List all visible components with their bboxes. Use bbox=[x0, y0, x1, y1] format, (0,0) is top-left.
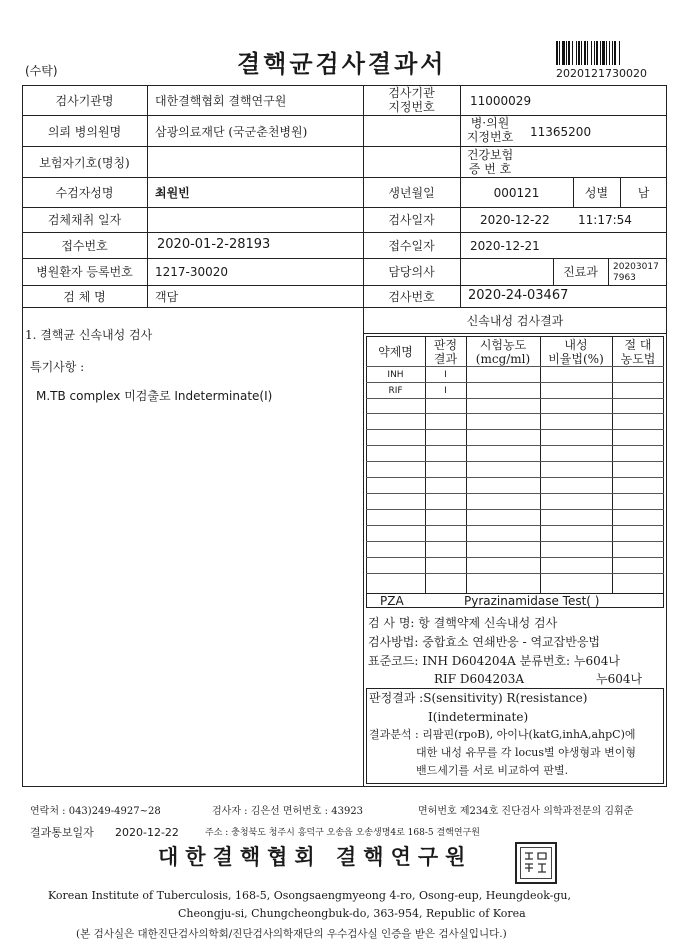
birth-label: 생년월일 bbox=[388, 186, 435, 200]
grid-row-line bbox=[366, 398, 664, 399]
result-legend-2: I(indeterminate) bbox=[428, 710, 529, 724]
row-inh-result: I bbox=[444, 370, 447, 380]
patient-name: 최원빈 bbox=[155, 186, 190, 200]
hospital-label: 의뢰 병의원명 bbox=[47, 125, 122, 139]
contact-info: 연락처 : 043)249-4927~28 bbox=[30, 806, 161, 817]
document-title: 결핵균검사결과서 bbox=[237, 49, 447, 78]
col-header-drug: 약제명 bbox=[378, 345, 413, 359]
address-en-line2: Cheongju-si, Chungcheongbuk-do, 363-954, Republic of Korea bbox=[178, 907, 526, 920]
barcode-number: 2020121730020 bbox=[556, 67, 647, 80]
grid-row-line bbox=[366, 477, 664, 478]
grid-row-line bbox=[366, 429, 664, 430]
dept-value-line1: 20203017 bbox=[613, 262, 659, 272]
col-header-absolute: 절 대 농도법 bbox=[620, 338, 656, 366]
std-code-line2: RIF D604203A bbox=[434, 672, 525, 686]
notes-label: 특기사항 : bbox=[30, 360, 85, 374]
doctor-label: 담당의사 bbox=[388, 265, 435, 279]
row-rif-result: I bbox=[444, 386, 447, 396]
col-header-result: 판정 결과 bbox=[433, 338, 458, 366]
patient-label: 수검자성명 bbox=[55, 186, 114, 200]
analysis-line3: 밴드세기를 서로 비교하여 판별. bbox=[416, 764, 569, 777]
notify-label: 결과통보일자 bbox=[30, 826, 94, 839]
test-no: 2020-24-03467 bbox=[468, 288, 569, 303]
section-title: 1. 결핵균 신속내성 검사 bbox=[25, 328, 153, 342]
result-legend-1: 판정결과 :S(sensitivity) R(resistance) bbox=[369, 691, 588, 705]
test-time: 11:17:54 bbox=[578, 213, 632, 227]
grid-row-line bbox=[366, 557, 664, 558]
birth-value: 000121 bbox=[493, 186, 540, 200]
result-text: M.TB complex 미검출로 Indeterminate(I) bbox=[36, 389, 273, 403]
address-kr: 주소 : 충청북도 청주시 흥덕구 오송읍 오송생명4로 168-5 결핵연구원 bbox=[205, 828, 480, 838]
grid-row-line bbox=[366, 366, 664, 367]
dept-value-line2: 7963 bbox=[613, 273, 636, 283]
grid-row-line bbox=[366, 573, 664, 574]
reg-no: 1217-30020 bbox=[155, 265, 229, 279]
grid-row-line bbox=[366, 445, 664, 446]
row-rif-drug: RIF bbox=[388, 386, 403, 396]
specimen-label: 검 체 명 bbox=[63, 290, 106, 304]
receipt-date: 2020-12-21 bbox=[470, 239, 540, 253]
grid-row-line bbox=[366, 525, 664, 526]
lab-name-label: 검사기관명 bbox=[55, 94, 114, 108]
inspector-info: 검사자 : 김은선 면허번호 : 43923 bbox=[212, 806, 364, 817]
sex-value: 남 bbox=[637, 186, 650, 200]
barcode-icon bbox=[556, 41, 660, 65]
test-name: 검 사 명: 항 결핵약제 신속내성 검사 bbox=[368, 616, 558, 630]
sex-label: 성별 bbox=[584, 186, 609, 200]
test-method: 검사방법: 중합효소 연쇄반응 - 역교잡반응법 bbox=[368, 635, 601, 649]
grid-row-line bbox=[366, 509, 664, 510]
analysis-line2: 대한 내성 유무를 각 locus별 야생형과 변이형 bbox=[416, 746, 637, 759]
row-inh-drug: INH bbox=[387, 370, 404, 380]
pza-label: PZA bbox=[380, 594, 404, 608]
license-info: 면허번호 제234호 진단검사 의학과전문의 김휘준 bbox=[418, 806, 634, 817]
hospital-name: 삼광의료재단 (국군춘천병원) bbox=[155, 125, 308, 139]
lab-code-label: 검사기관 지정번호 bbox=[388, 86, 435, 114]
receipt-tag: (수탁) bbox=[25, 64, 58, 78]
insurer-label: 보험자기호(명칭) bbox=[39, 156, 130, 170]
std-code-line1: 표준코드: INH D604204A 분류번호: 누604나 bbox=[368, 654, 620, 668]
organization-name: 대한결핵협회 결핵연구원 bbox=[158, 844, 473, 869]
resistance-title: 신속내성 검사결과 bbox=[466, 314, 564, 328]
receipt-date-label: 접수일자 bbox=[388, 239, 435, 253]
test-date-label: 검사일자 bbox=[388, 213, 435, 227]
hospital-code-label: 병·의원 지정번호 bbox=[466, 116, 514, 144]
lab-name: 대한결핵협회 결핵연구원 bbox=[155, 94, 287, 108]
grid-row-line bbox=[366, 382, 664, 383]
std-code-line2-right: 누604나 bbox=[596, 672, 643, 686]
grid-row-line bbox=[366, 413, 664, 414]
grid-row-line bbox=[366, 541, 664, 542]
certification-note: (본 검사실은 대한진단검사의학회/진단검사의학재단의 우수검사실 인증을 받은 검사실입니다.) bbox=[76, 928, 507, 940]
health-ins-label: 건강보험 증 번 호 bbox=[466, 148, 514, 176]
col-header-proportion: 내성 비율법(%) bbox=[548, 338, 604, 366]
receipt-no: 2020-01-2-28193 bbox=[157, 237, 271, 252]
notify-date: 2020-12-22 bbox=[115, 826, 179, 839]
grid-row-line bbox=[366, 493, 664, 494]
pza-text: Pyrazinamidase Test( ) bbox=[464, 594, 600, 608]
lab-code: 11000029 bbox=[470, 94, 532, 108]
test-no-label: 검사번호 bbox=[388, 290, 435, 304]
analysis-line1: 결과분석 : 리팜핀(rpoB), 아이나(katG,inhA,ahpC)에 bbox=[369, 728, 636, 741]
specimen-value: 객담 bbox=[155, 290, 179, 304]
hospital-code: 11365200 bbox=[530, 125, 592, 139]
collect-date-label: 검체채취 일자 bbox=[47, 213, 122, 227]
address-en-line1: Korean Institute of Tuberculosis, 168-5, Osongsaengmyeong 4-ro, Osong-eup, Heungdeok-gu, bbox=[48, 889, 572, 902]
test-date: 2020-12-22 bbox=[480, 213, 550, 227]
receipt-no-label: 접수번호 bbox=[61, 239, 108, 253]
col-header-concentration: 시험농도 (mcg/ml) bbox=[475, 338, 531, 366]
dept-label: 진료과 bbox=[563, 265, 598, 279]
grid-row-line bbox=[366, 461, 664, 462]
reg-no-label: 병원환자 등록번호 bbox=[36, 265, 133, 279]
official-seal-icon bbox=[515, 842, 557, 884]
